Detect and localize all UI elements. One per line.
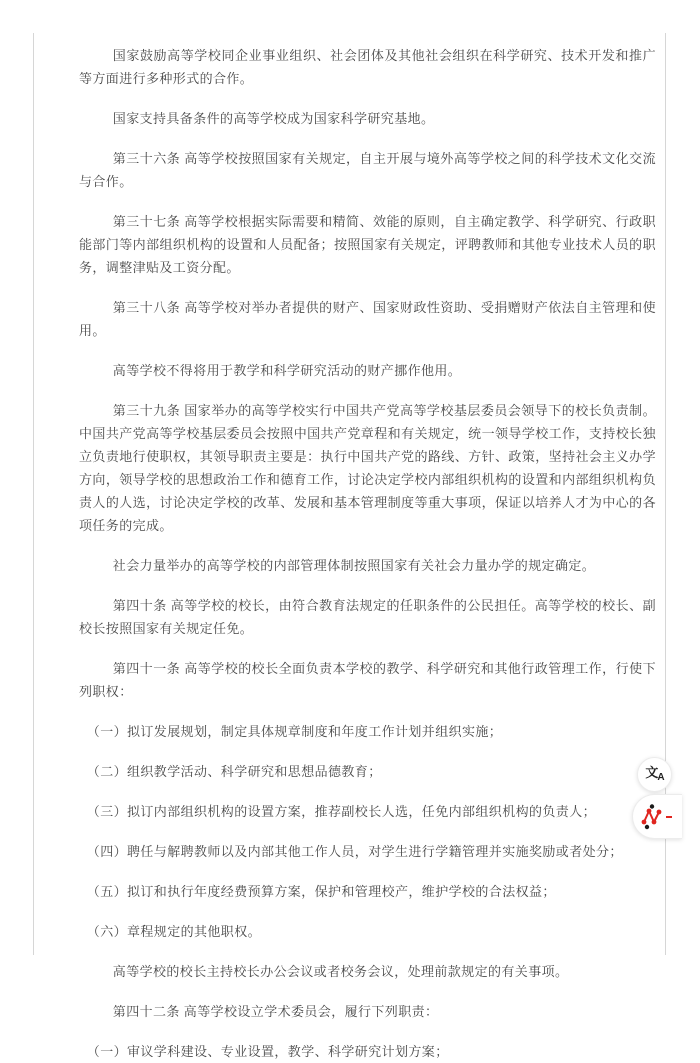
- list-item: （五）拟订和执行年度经费预算方案，保护和管理校产，维护学校的合法权益；: [86, 884, 556, 899]
- list-item: （二）组织教学活动、科学研究和思想品德教育；: [86, 764, 382, 779]
- graph-extension-button[interactable]: [632, 794, 682, 839]
- list-item: （一）拟订发展规划，制定具体规章制度和年度工作计划并组织实施；: [86, 724, 503, 739]
- paragraph: 国家支持具备条件的高等学校成为国家科学研究基地。: [112, 111, 435, 126]
- translate-icon: 文$_A$: [645, 765, 664, 783]
- list-item: （四）聘任与解聘教师以及内部其他工作人员，对学生进行学籍管理并实施奖励或者处分；: [86, 844, 623, 859]
- paragraph-article-41: 第四十一条 高等学校的校长全面负责本学校的教学、科学研究和其他行政管理工作，行使下列职权：: [79, 661, 656, 699]
- paragraph: 高等学校不得将用于教学和科学研究活动的财产挪作他用。: [112, 363, 462, 378]
- list-item: （一）审议学科建设、专业设置，教学、科学研究计划方案；: [86, 1044, 449, 1059]
- paragraph: 高等学校的校长主持校长办公会议或者校务会议，处理前款规定的有关事项。: [112, 964, 569, 979]
- translate-button[interactable]: [637, 757, 672, 792]
- paragraph-article-39: 第三十九条 国家举办的高等学校实行中国共产党高等学校基层委员会领导下的校长负责制。中国共产党高等学校基层委员会按照中国共产党章程和有关规定，统一领导学校工作，支持校长独立负责地行使职权，其领导职责主要是：执行中国共产党的路线、方针、政策，坚持社会主义办学方向，领导学校的思想政治工作和德育工作，讨论决定学校内部组织机构的设置和内部组织机构负责人的人选，讨论决定学校的改革、发展和基本管理制度等重大事项，保证以培养人才为中心的各项任务的完成。: [79, 403, 656, 533]
- list-item: （三）拟订内部组织机构的设置方案，推荐副校长人选，任免内部组织机构的负责人；: [86, 804, 596, 819]
- paragraph-article-36: 第三十六条 高等学校按照国家有关规定，自主开展与境外高等学校之间的科学技术文化交流与合作。: [79, 151, 656, 189]
- list-item: （六）章程规定的其他职权。: [86, 924, 261, 939]
- paragraph-article-40: 第四十条 高等学校的校长，由符合教育法规定的任职条件的公民担任。高等学校的校长、副校长按照国家有关规定任免。: [79, 598, 656, 636]
- paragraph-article-37: 第三十七条 高等学校根据实际需要和精简、效能的原则，自主确定教学、科学研究、行政职能部门等内部组织机构的设置和人员配备；按照国家有关规定，评聘教师和其他专业技术人员的职务，调整津贴及工资分配。: [79, 214, 656, 275]
- paragraph: 社会力量举办的高等学校的内部管理体制按照国家有关社会力量办学的规定确定。: [112, 558, 596, 573]
- graph-network-icon: [640, 804, 674, 830]
- document-content: [33, 33, 666, 1059]
- paragraph-article-42: 第四十二条 高等学校设立学术委员会，履行下列职责：: [112, 1004, 439, 1019]
- paragraph: 国家鼓励高等学校同企业事业组织、社会团体及其他社会组织在科学研究、技术开发和推广等方面进行多种形式的合作。: [79, 48, 656, 86]
- paragraph-article-38: 第三十八条 高等学校对举办者提供的财产、国家财政性资助、受捐赠财产依法自主管理和使用。: [79, 300, 656, 338]
